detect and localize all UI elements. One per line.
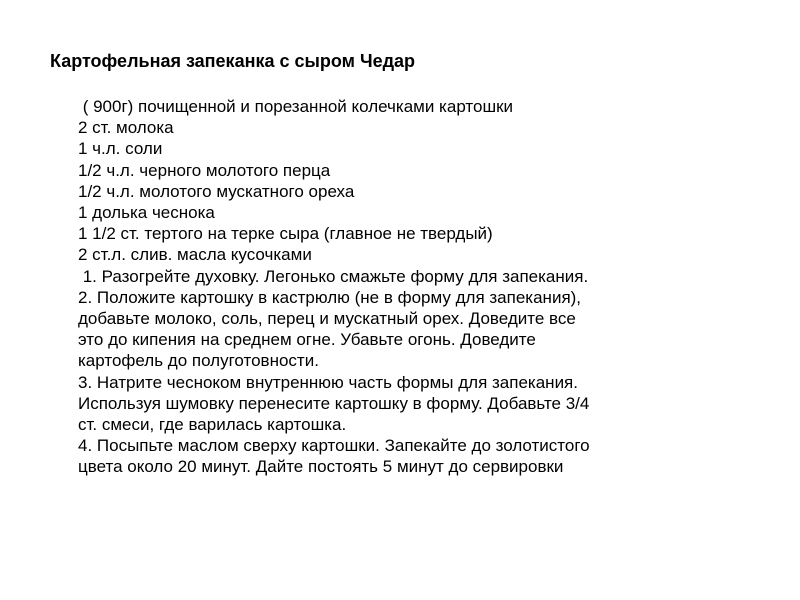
instruction-line: 3. Натрите чесноком внутреннюю часть формы для запекания. (78, 372, 578, 392)
recipe-body (78, 96, 758, 478)
ingredient-line: 1/2 ч.л. молотого мускатного ореха (78, 181, 355, 201)
ingredient-line: ( 900г) почищенной и порезанной колечками картошки (78, 97, 514, 116)
recipe-title: Картофельная запеканка с сыром Чедар (50, 51, 416, 71)
ingredient-line: 1/2 ч.л. черного молотого перца (78, 160, 331, 180)
ingredient-line: 1 долька чеснока (78, 203, 215, 223)
ingredient-line: 2 ст. молока (78, 118, 174, 138)
instruction-line: картофель до полуготовности. (78, 351, 319, 371)
instruction-line: ст. смеси, где варилась картошка. (78, 415, 347, 435)
instruction-line: добавьте молоко, соль, перец и мускатный орех. Доведите все (78, 309, 576, 329)
instruction-line: Используя шумовку перенесите картошку в форму. Добавьте 3/4 (78, 393, 590, 413)
instruction-line: цвета около 20 минут. Дайте постоять 5 минут до сервировки (78, 457, 564, 477)
ingredient-line: 1 1/2 ст. тертого на терке сыра (главное не твердый) (78, 224, 493, 244)
instruction-line: 1. Разогрейте духовку. Легонько смажьте форму для запекания. (78, 266, 589, 286)
ingredient-line: 1 ч.л. соли (78, 139, 163, 159)
instruction-line: это до кипения на среднем огне. Убавьте огонь. Доведите (78, 330, 536, 350)
ingredient-line: 2 ст.л. слив. масла кусочками (78, 245, 312, 265)
instruction-line: 2. Положите картошку в кастрюлю (не в форму для запекания), (78, 287, 582, 307)
instruction-line: 4. Посыпьте маслом сверху картошки. Запекайте до золотистого (78, 436, 590, 456)
